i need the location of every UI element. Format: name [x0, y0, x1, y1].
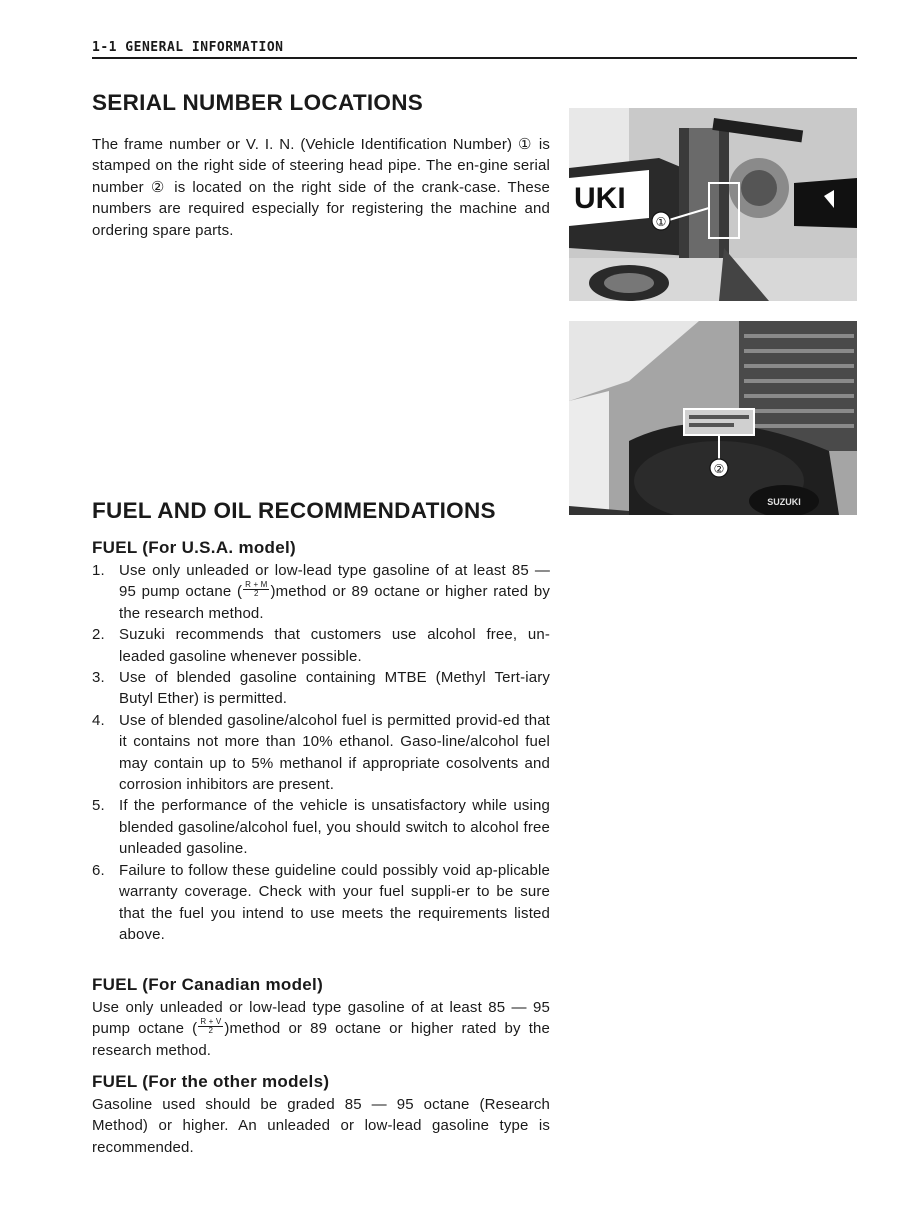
callout-2: ② — [713, 462, 725, 476]
canada-heading: FUEL (For Canadian model) — [92, 975, 324, 994]
serial-paragraph — [92, 134, 550, 241]
page-header — [92, 38, 857, 59]
other-heading: FUEL (For the other models) — [92, 1072, 330, 1091]
list-item-text: Use only unleaded or low-lead type gasoline of at least 85 — 95 pump octane ( — [119, 562, 550, 601]
fraction-bottom: 2 — [254, 588, 259, 598]
list-item — [92, 624, 550, 667]
other-text: Gasoline used should be graded 85 — 95 octane (Research Method) or higher. An unleaded or low-lead gasoline type is recommended. — [92, 1096, 550, 1156]
tank-brand-text: UKI — [574, 182, 626, 215]
list-item-number: 4. — [92, 711, 105, 729]
fuel-title: FUEL AND OIL RECOMMENDATIONS — [92, 498, 496, 523]
list-item — [92, 667, 550, 710]
usa-list — [92, 560, 550, 945]
serial-text-2: is stamped on the right side of steering head pipe. The en-gine serial number — [92, 136, 550, 196]
list-item-text: )method or 89 octane or higher rated by the research method. — [119, 583, 550, 622]
list-item-number: 2. — [92, 626, 105, 644]
fraction-top: R + V — [200, 1016, 222, 1026]
list-item-number: 5. — [92, 797, 105, 815]
list-item-number: 6. — [92, 861, 105, 879]
list-item — [92, 710, 550, 796]
list-item-text: Use of blended gasoline containing MTBE (Methyl Tert-iary Butyl Ether) is permitted. — [119, 669, 550, 708]
list-item-text: Failure to follow these guideline could possibly void ap-plicable warranty coverage. Check with your fuel suppli-er to be sure that the fuel you intend to use meets the requirements listed above. — [119, 861, 550, 943]
canada-text-post: )method or 89 octane or higher rated by the research method. — [92, 1020, 551, 1059]
list-item — [92, 860, 550, 946]
list-item-number: 1. — [92, 562, 105, 579]
header-text: 1-1 GENERAL INFORMATION — [92, 40, 284, 55]
callout-1: ① — [655, 215, 667, 229]
photo-crankcase — [569, 321, 857, 515]
list-item — [92, 795, 550, 859]
octane-fraction — [242, 581, 270, 598]
list-item-text: Suzuki recommends that customers use alcohol free, un-leaded gasoline whenever possible. — [119, 626, 550, 665]
serial-marker-2: ② — [150, 178, 168, 196]
fuel-usa-section — [92, 538, 550, 945]
crankcase-illustration — [569, 321, 857, 515]
list-item-text: If the performance of the vehicle is unsatisfactory while using blended gasoline/alcohol fuel, you should switch to alcohol free unleaded gasoline. — [119, 797, 550, 858]
serial-text-3: is located on the right side of the crank-case. These numbers are required especially for registering the machine and ordering spare parts. — [92, 178, 550, 239]
list-item — [92, 560, 550, 624]
photo-steering-head — [569, 108, 857, 301]
fraction-top: R + M — [245, 579, 268, 589]
list-item-number: 3. — [92, 669, 105, 687]
serial-title: SERIAL NUMBER LOCATIONS — [92, 90, 424, 115]
suzuki-badge: SUZUKI — [767, 497, 801, 507]
serial-marker-1: ① — [517, 136, 534, 153]
steering-head-illustration — [569, 108, 857, 301]
usa-heading: FUEL (For U.S.A. model) — [92, 538, 296, 557]
list-item-text: Use of blended gasoline/alcohol fuel is permitted provid-ed that it contains not more than 10% ethanol. Gaso-line/alcohol fuel may contain up to 5% methanol if appropriate cosolvents and corrosion inhibitors are present. — [119, 711, 550, 794]
fuel-other-section — [92, 1072, 550, 1158]
canada-text-pre: Use only unleaded or low-lead type gasoline of at least 85 — 95 pump octane ( — [92, 999, 550, 1038]
fuel-canada-section — [92, 975, 550, 1061]
canada-text — [92, 997, 550, 1061]
octane-fraction-canada — [197, 1018, 224, 1035]
fraction-bottom: 2 — [208, 1025, 214, 1035]
serial-text-1: The frame number or V. I. N. (Vehicle Identification Number) — [92, 136, 513, 153]
